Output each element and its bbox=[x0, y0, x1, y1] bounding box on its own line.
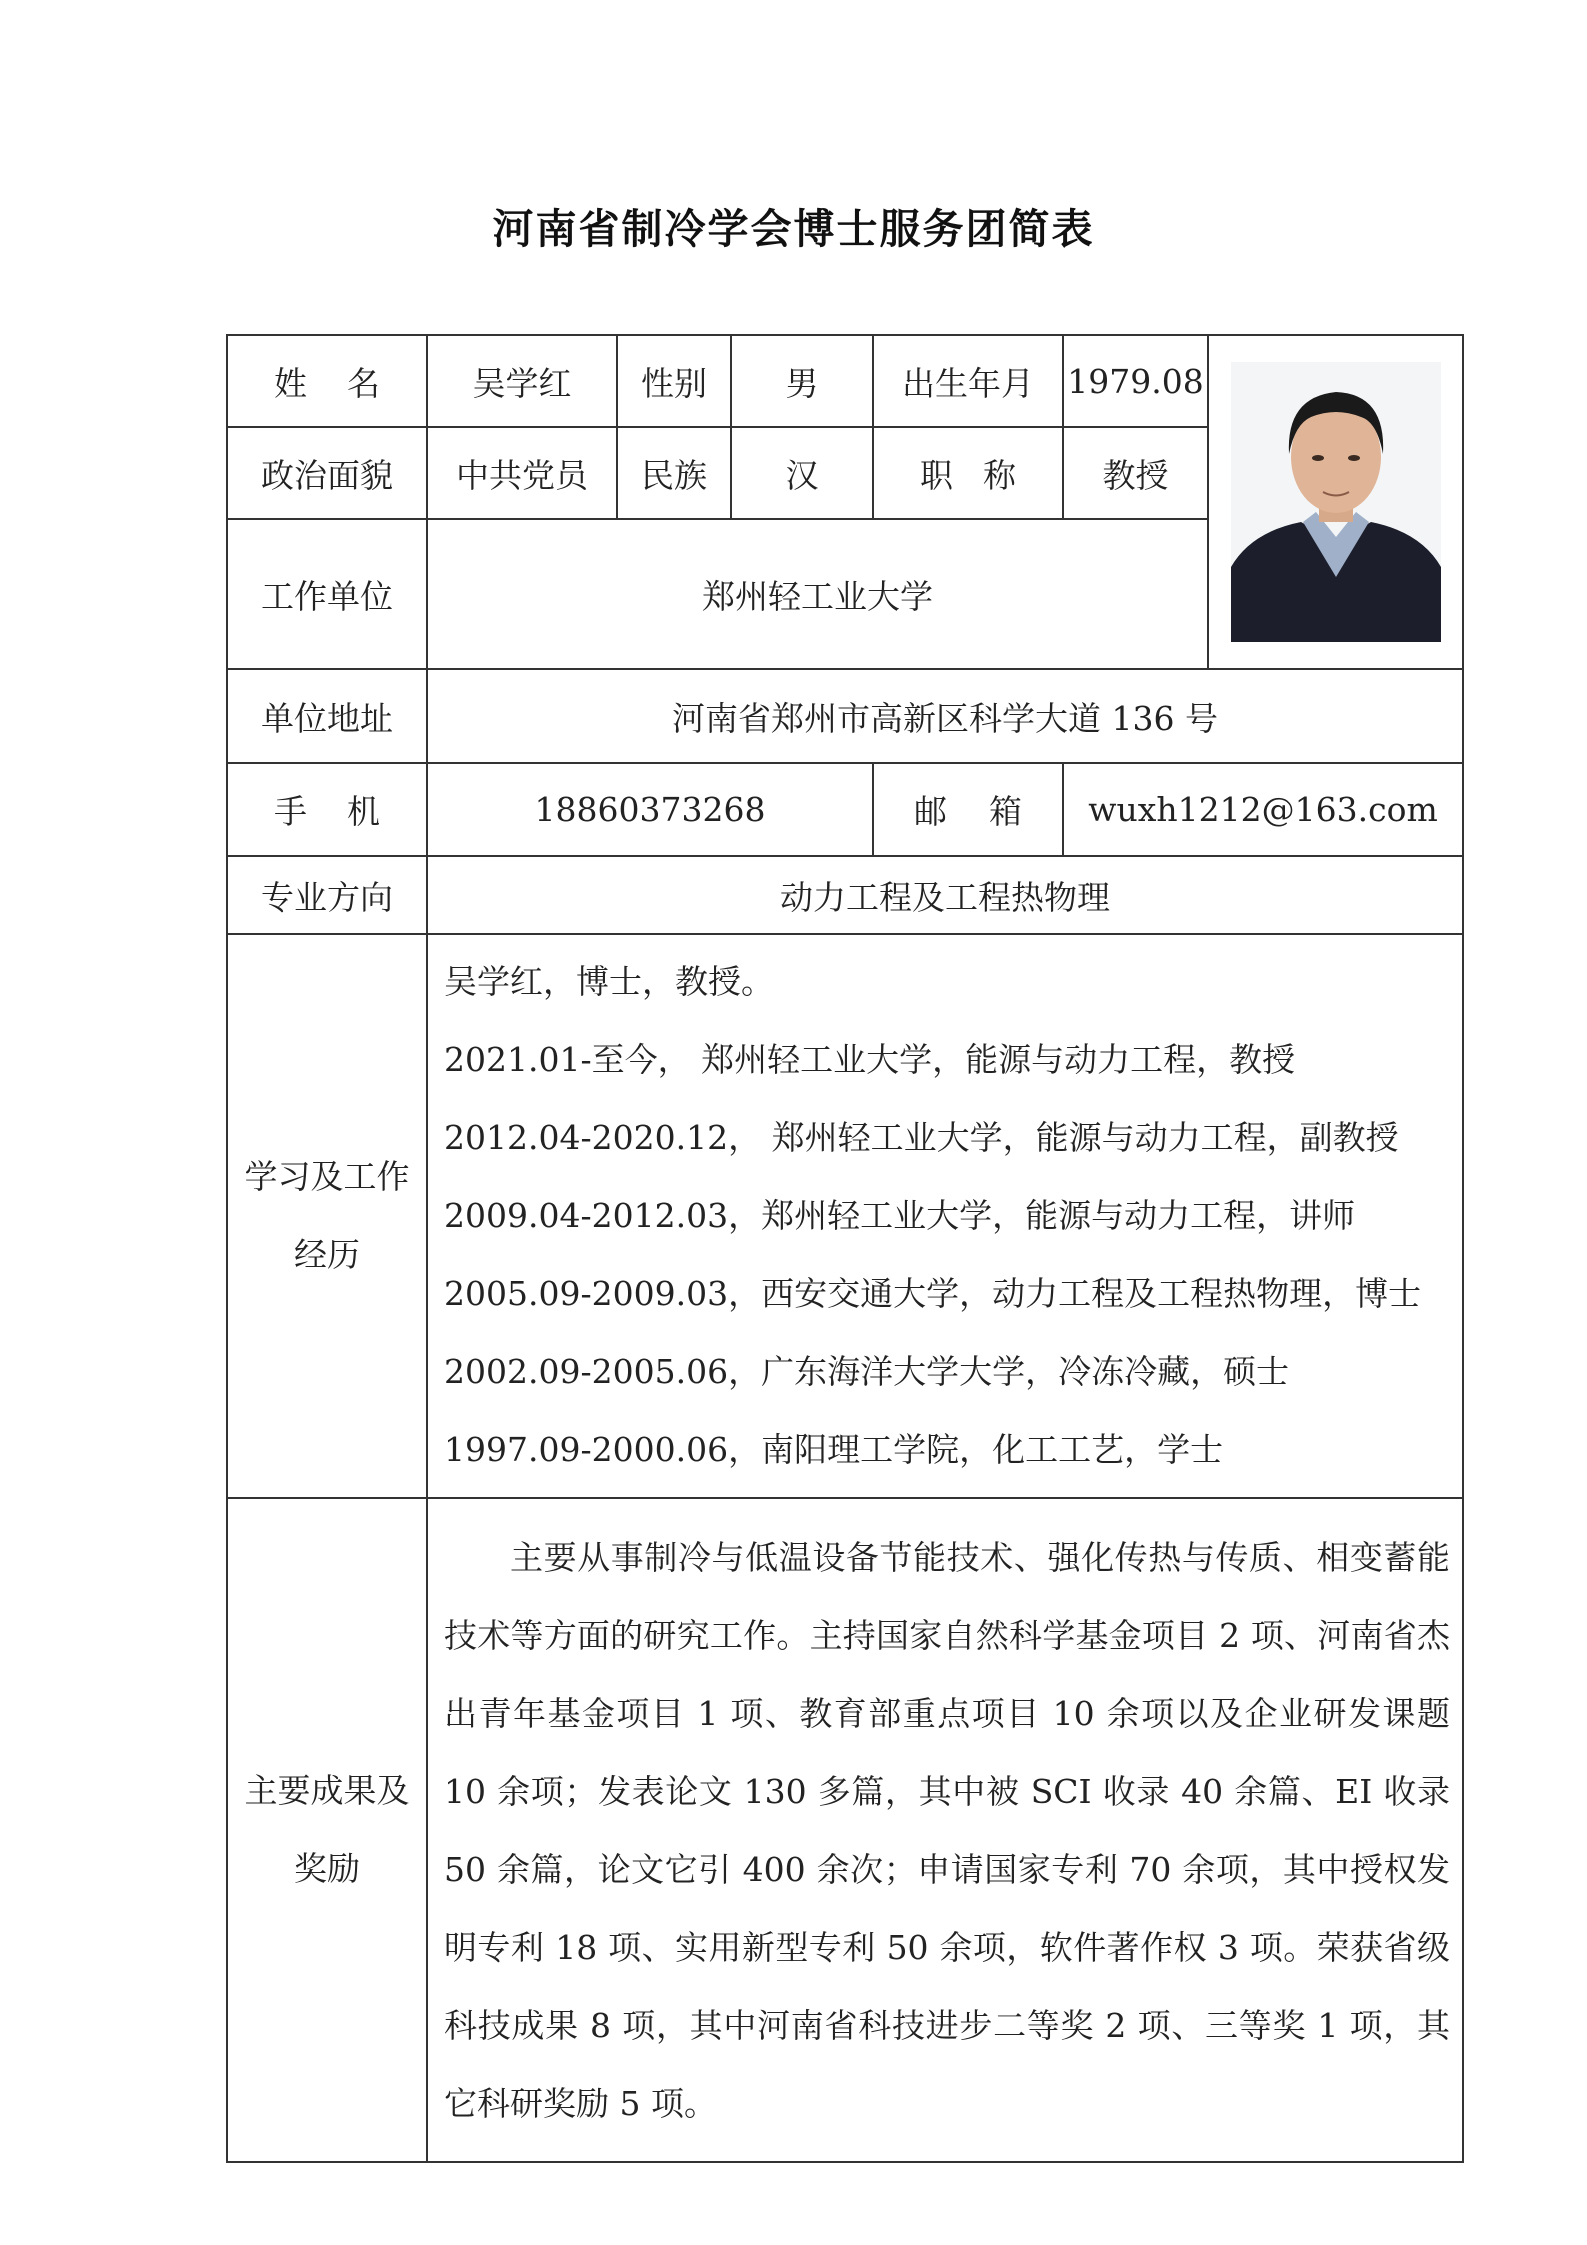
label-achievements: 主要成果及 奖励 bbox=[227, 1498, 427, 2162]
experience-line: 2005.09-2009.03，西安交通大学，动力工程及工程热物理，博士 bbox=[444, 1274, 1422, 1313]
label-mobile: 手 机 bbox=[227, 763, 427, 856]
label-political: 政治面貌 bbox=[227, 427, 427, 519]
row-name bbox=[227, 335, 1463, 427]
value-specialty: 动力工程及工程热物理 bbox=[427, 856, 1463, 934]
label-experience: 学习及工作 经历 bbox=[227, 934, 427, 1498]
value-birth: 1979.08 bbox=[1063, 335, 1208, 427]
label-ethnicity: 民族 bbox=[617, 427, 731, 519]
experience-line: 2021.01-至今， 郑州轻工业大学，能源与动力工程，教授 bbox=[444, 1040, 1296, 1079]
row-achievements bbox=[227, 1498, 1463, 2162]
experience-line: 1997.09-2000.06，南阳理工学院，化工工艺，学士 bbox=[444, 1430, 1224, 1469]
portrait-photo bbox=[1231, 362, 1441, 642]
value-political: 中共党员 bbox=[427, 427, 617, 519]
achievements-text: 主要从事制冷与低温设备节能技术、强化传热与传质、相变蓄能技术等方面的研究工作。主持国家自然科学基金项目 2 项、河南省杰出青年基金项目 1 项、教育部重点项目 10 余项以及企业研发课题 10 余项；发表论文 130 多篇，其中被 SCI 收录 40 余篇、EI 收录 50 余篇，论文它引 400 余次；申请国家专利 70 余项，其中授权发明专利 18 项、实用新型专利 50 余项，软件著作权 3 项。荣获省级科技成果 8 项，其中河南省科技进步二等奖 2 项、三等奖 1 项，其它科研奖励 5 项。 bbox=[427, 1498, 1463, 2162]
label-unit-address: 单位地址 bbox=[227, 669, 427, 763]
label-gender: 性别 bbox=[617, 335, 731, 427]
row-unit-address bbox=[227, 669, 1463, 763]
experience-line: 2012.04-2020.12， 郑州轻工业大学，能源与动力工程，副教授 bbox=[444, 1118, 1399, 1157]
label-job-title: 职 称 bbox=[873, 427, 1063, 519]
label-email: 邮 箱 bbox=[873, 763, 1063, 856]
value-name: 吴学红 bbox=[427, 335, 617, 427]
row-experience bbox=[227, 934, 1463, 1498]
value-job-title: 教授 bbox=[1063, 427, 1208, 519]
row-contact bbox=[227, 763, 1463, 856]
label-specialty: 专业方向 bbox=[227, 856, 427, 934]
label-birth: 出生年月 bbox=[873, 335, 1063, 427]
page-title: 河南省制冷学会博士服务团简表 bbox=[492, 205, 1095, 253]
experience-line: 吴学红，博士，教授。 bbox=[444, 962, 774, 1001]
experience-list bbox=[427, 934, 1463, 1498]
label-name: 姓 名 bbox=[227, 335, 427, 427]
photo-cell bbox=[1208, 335, 1463, 669]
experience-line: 2002.09-2005.06，广东海洋大学大学，冷冻冷藏，硕士 bbox=[444, 1352, 1290, 1391]
label-work-unit: 工作单位 bbox=[227, 519, 427, 669]
value-ethnicity: 汉 bbox=[731, 427, 873, 519]
value-email: wuxh1212@163.com bbox=[1063, 763, 1463, 856]
row-specialty bbox=[227, 856, 1463, 934]
profile-table bbox=[226, 334, 1464, 2163]
value-mobile: 18860373268 bbox=[427, 763, 873, 856]
value-work-unit: 郑州轻工业大学 bbox=[427, 519, 1208, 669]
experience-line: 2009.04-2012.03，郑州轻工业大学，能源与动力工程，讲师 bbox=[444, 1196, 1356, 1235]
value-gender: 男 bbox=[731, 335, 873, 427]
value-unit-address: 河南省郑州市高新区科学大道 136 号 bbox=[427, 669, 1463, 763]
